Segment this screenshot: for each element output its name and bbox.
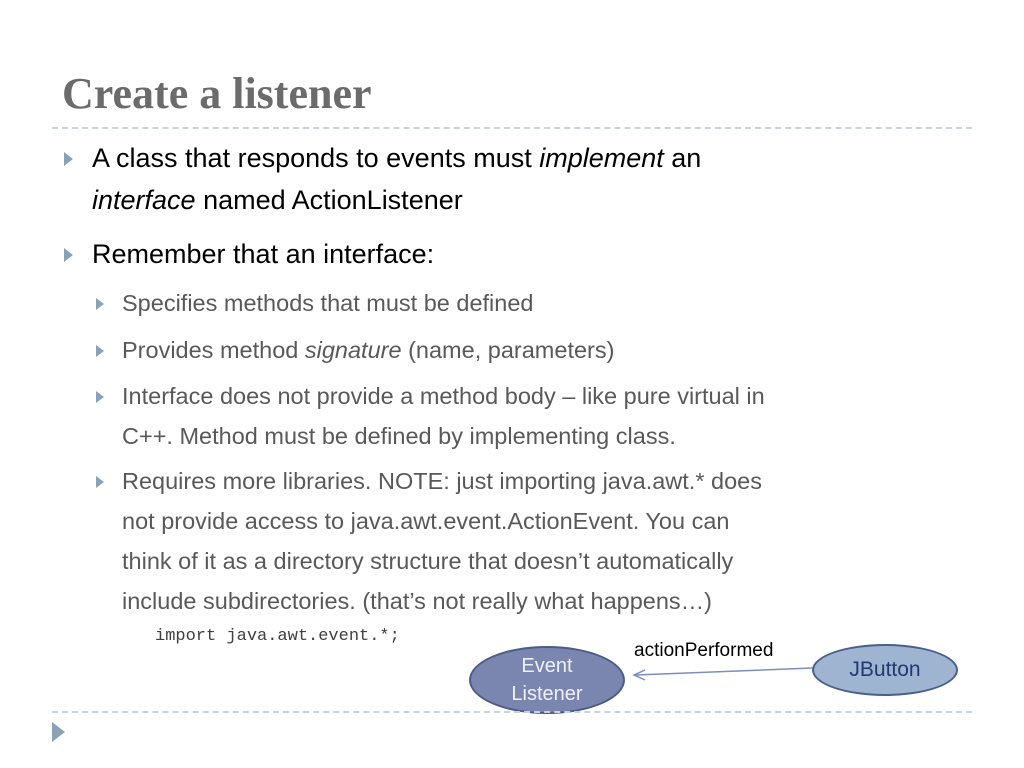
sub-bullet-no-method-body: Interface does not provide a method body – like pure virtual in C++. Method must be defined by implementing class. — [122, 383, 765, 449]
slide-title: Create a listener — [62, 69, 372, 118]
sub-bullet-specifies-methods: Specifies methods that must be defined — [122, 290, 534, 316]
sub-bullet-requires-libraries: Requires more libraries. NOTE: just importing java.awt.* does not provide access to java.awt.event.ActionEvent. You can think of it as a directory structure that doesn’t automatically include subdirectories. (that’s not really what happens…) — [122, 468, 762, 614]
import-code-line: import java.awt.event.*; — [155, 627, 400, 646]
action-performed-label: actionPerformed — [634, 640, 774, 661]
bullet-implement-interface: A class that responds to events must implement an interface named ActionListener — [92, 143, 702, 215]
event-listener-node: Event Listener — [469, 646, 625, 714]
footer-divider — [52, 711, 972, 713]
action-arrow-line — [636, 668, 812, 675]
jbutton-node: JButton — [812, 644, 958, 696]
bullet-remember-interface: Remember that an interface: — [92, 239, 435, 269]
next-slide-icon[interactable] — [52, 722, 65, 742]
sub-bullet-method-signature: Provides method signature (name, parameters) — [122, 337, 615, 363]
